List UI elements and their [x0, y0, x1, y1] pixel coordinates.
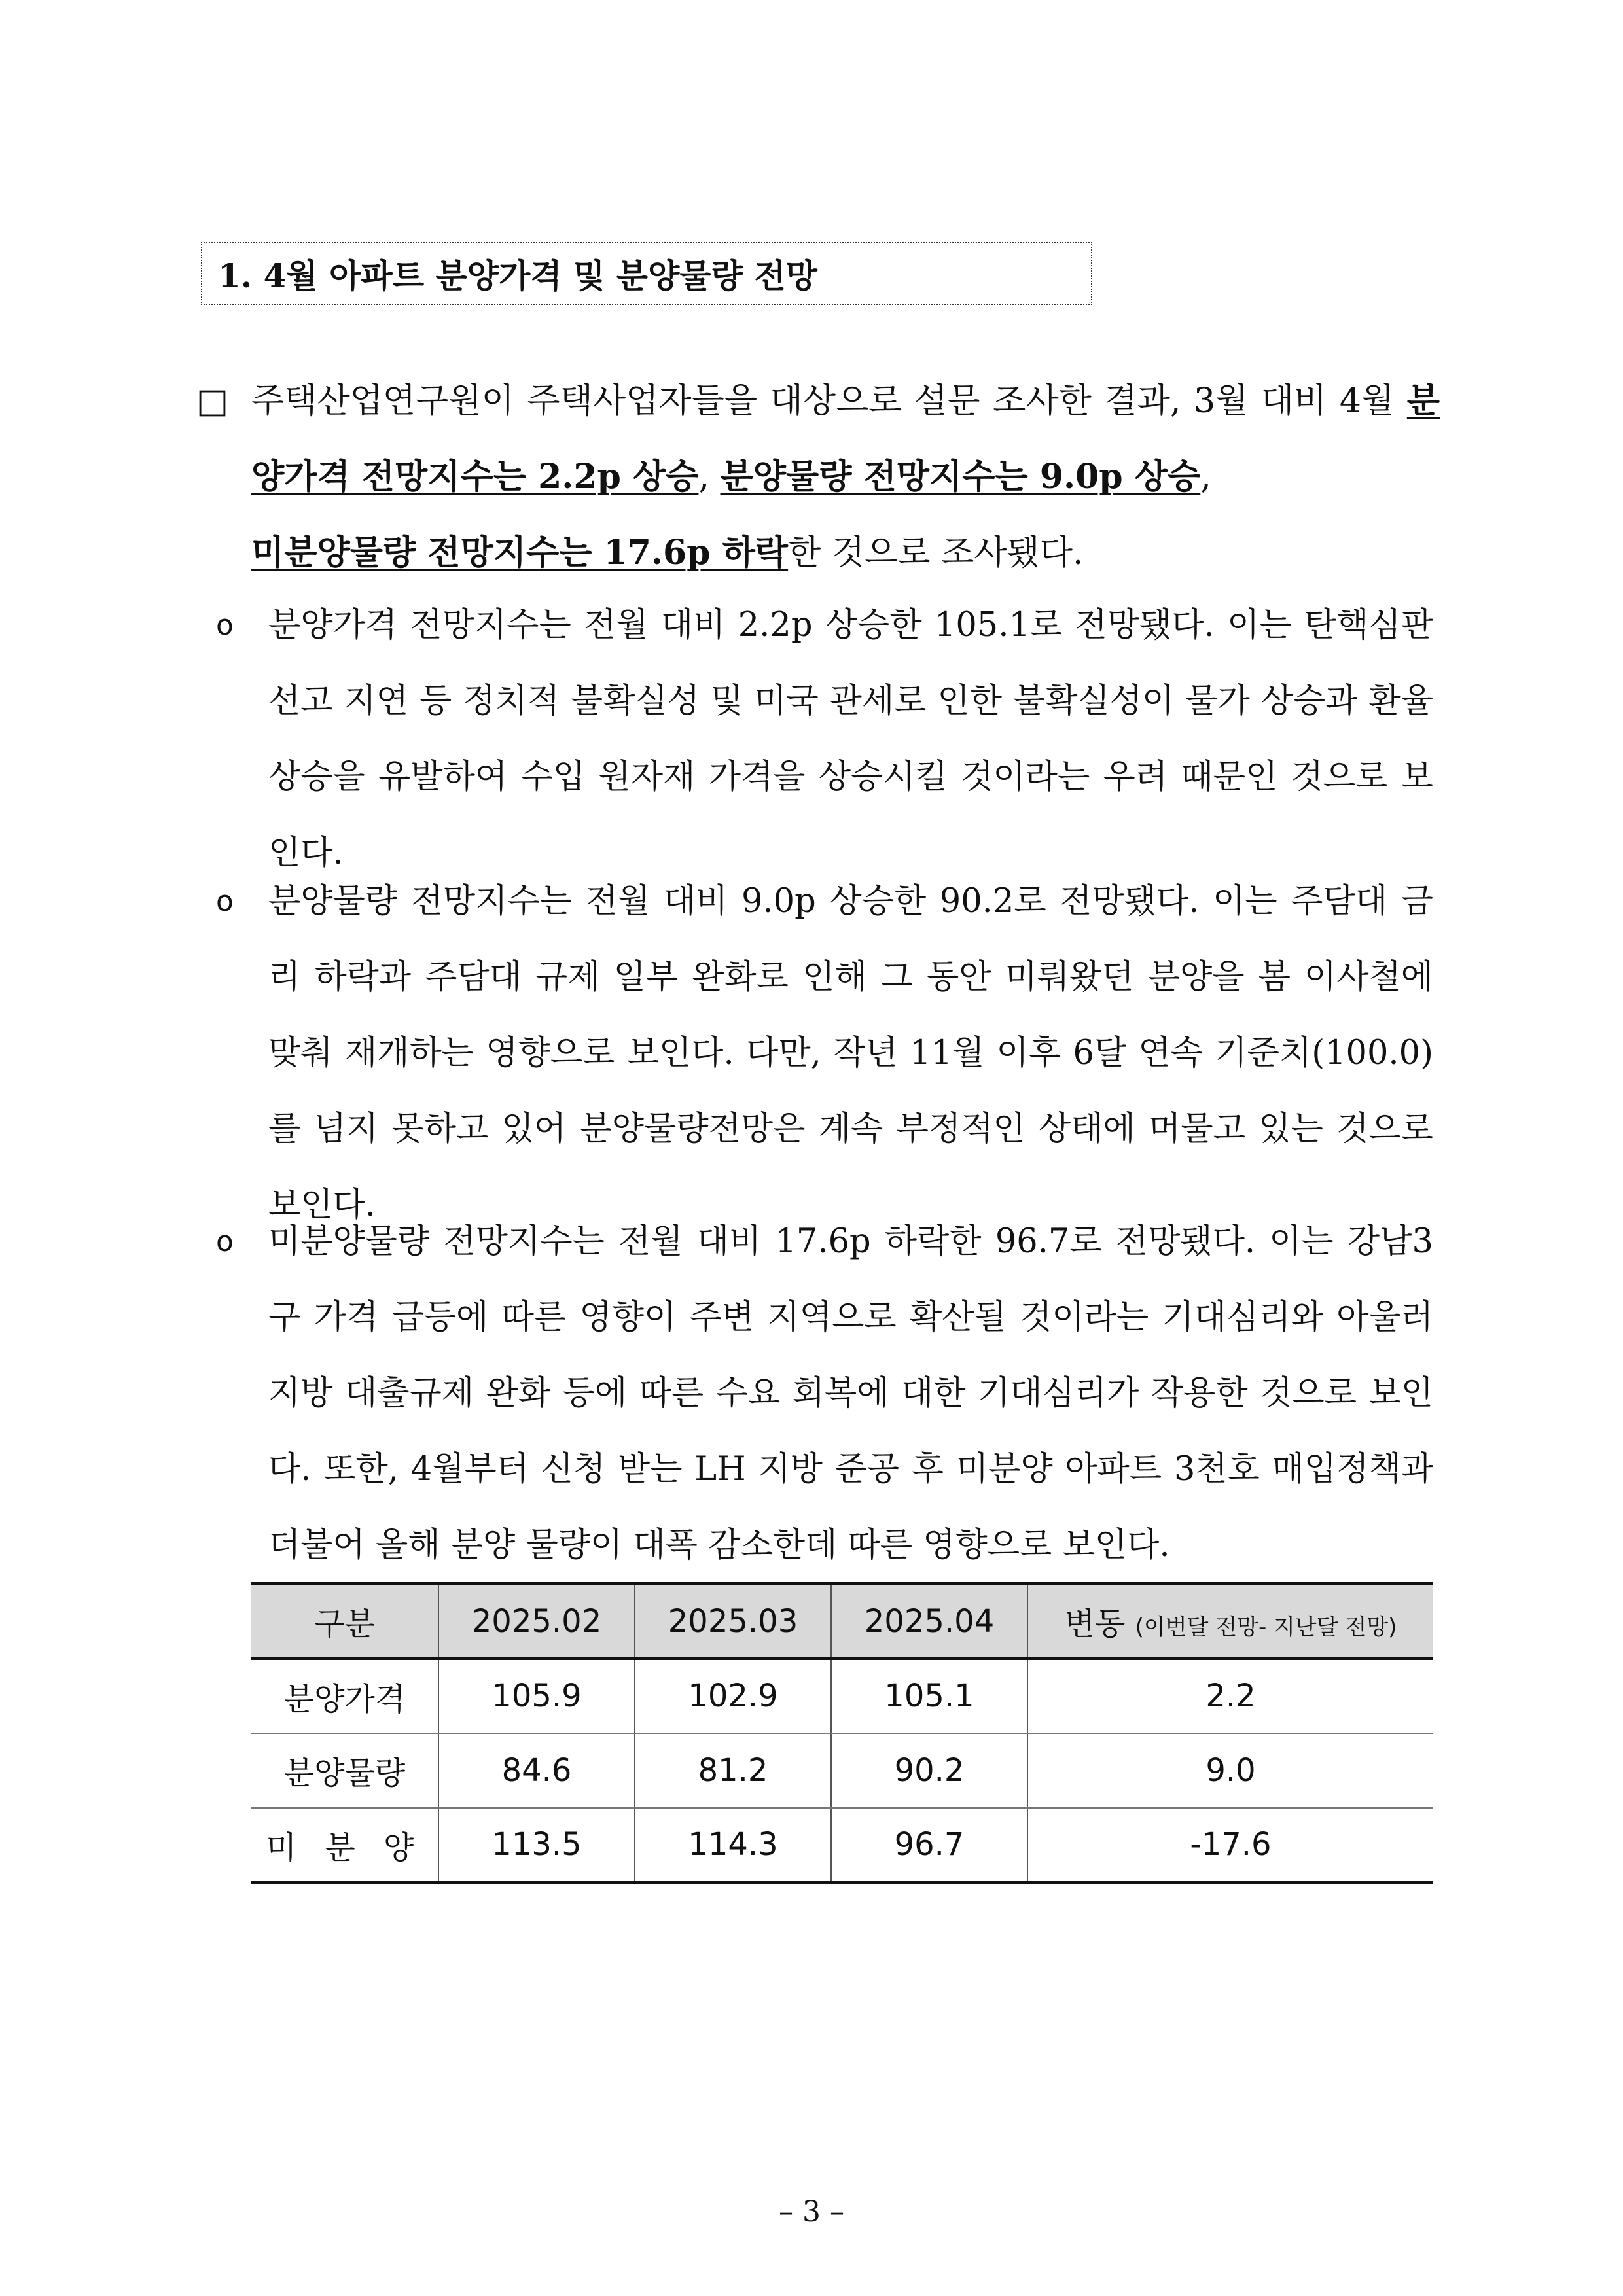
lead-text	[251, 363, 1440, 591]
cell-change: -17.6	[1027, 1808, 1433, 1882]
lead-highlight-volume: 분양물량 전망지수는 9.0p 상승	[720, 457, 1201, 497]
table-row	[251, 1733, 1433, 1808]
circle-bullet-icon: o	[216, 609, 234, 642]
paragraph-text: 분양물량 전망지수는 전월 대비 9.0p 상승한 90.2로 전망됐다. 이는 주담대 금리 하락과 주담대 규제 일부 완화로 인해 그 동안 미뤄왔던 분양을 봄 이사철에 맞춰 재개하는 영향으로 보인다. 다만, 작년 11월 이후 6달 연속 기준치(100.0)를 넘지 못하고 있어 분양물량전망은 계속 부정적인 상태에 머물고 있는 것으로 보인다.	[268, 882, 1433, 1224]
lead-separator: ,	[698, 457, 721, 497]
header-category: 구분	[251, 1584, 438, 1659]
header-change	[1027, 1584, 1433, 1659]
row-label: 분양가격	[251, 1659, 438, 1733]
square-bullet-icon: □	[196, 381, 229, 421]
paragraph-unsold	[216, 1204, 1433, 1583]
table-row	[251, 1659, 1433, 1733]
row-label: 분양물량	[251, 1733, 438, 1808]
outlook-index-table	[251, 1582, 1433, 1884]
cell-2025-02: 113.5	[438, 1808, 635, 1882]
cell-2025-04: 105.1	[831, 1659, 1027, 1733]
header-2025-02: 2025.02	[438, 1584, 635, 1659]
row-label: 미 분 양	[251, 1808, 438, 1882]
page-number: – 3 –	[779, 2195, 844, 2229]
cell-change: 2.2	[1027, 1659, 1433, 1733]
cell-2025-04: 90.2	[831, 1733, 1027, 1808]
paragraph-text: 분양가격 전망지수는 전월 대비 2.2p 상승한 105.1로 전망됐다. 이는 탄핵심판 선고 지연 등 정치적 불확실성 및 미국 관세로 인한 불확실성이 물가 상승과 환율 상승을 유발하여 수입 원자재 가격을 상승시킬 것이라는 우려 때문인 것으로 보인다.	[268, 606, 1433, 872]
header-change-note: (이번달 전망- 지난달 전망)	[1135, 1614, 1397, 1641]
cell-2025-02: 84.6	[438, 1733, 635, 1808]
lead-text-end: 한 것으로 조사됐다.	[788, 533, 1084, 573]
lead-highlight-unsold: 미분양물량 전망지수는 17.6p 하락	[251, 533, 789, 573]
lead-text-intro: 주택산업연구원이 주택사업자들을 대상으로 설문 조사한 결과, 3월 대비 4월	[251, 381, 1407, 421]
paragraph-text: 미분양물량 전망지수는 전월 대비 17.6p 하락한 96.7로 전망됐다. 이는 강남3구 가격 급등에 따른 영향이 주변 지역으로 확산될 것이라는 기대심리와 아울러 지방 대출규제 완화 등에 따른 수요 회복에 대한 기대심리가 작용한 것으로 보인다. 또한, 4월부터 신청 받는 LH 지방 준공 후 미분양 아파트 3천호 매입정책과 더불어 올해 분양 물량이 대폭 감소한데 따른 영향으로 보인다.	[268, 1222, 1433, 1564]
section-heading-box	[201, 242, 1092, 305]
cell-2025-02: 105.9	[438, 1659, 635, 1733]
paragraph-price	[216, 588, 1433, 891]
cell-change: 9.0	[1027, 1733, 1433, 1808]
header-2025-04: 2025.04	[831, 1584, 1027, 1659]
cell-2025-03: 81.2	[635, 1733, 831, 1808]
cell-2025-03: 114.3	[635, 1808, 831, 1882]
table-row	[251, 1808, 1433, 1882]
header-2025-03: 2025.03	[635, 1584, 831, 1659]
header-change-label: 변동	[1064, 1606, 1126, 1643]
table-header-row	[251, 1584, 1433, 1659]
lead-paragraph	[196, 363, 1440, 591]
circle-bullet-icon: o	[216, 1225, 234, 1258]
lead-separator: ,	[1200, 457, 1211, 497]
cell-2025-04: 96.7	[831, 1808, 1027, 1882]
section-title: 1. 4월 아파트 분양가격 및 분양물량 전망	[218, 256, 817, 295]
cell-2025-03: 102.9	[635, 1659, 831, 1733]
paragraph-volume	[216, 864, 1433, 1243]
lead-highlight-price: 분양가격 전망지수는 2.2p 상승	[251, 381, 1440, 497]
circle-bullet-icon: o	[216, 885, 234, 918]
